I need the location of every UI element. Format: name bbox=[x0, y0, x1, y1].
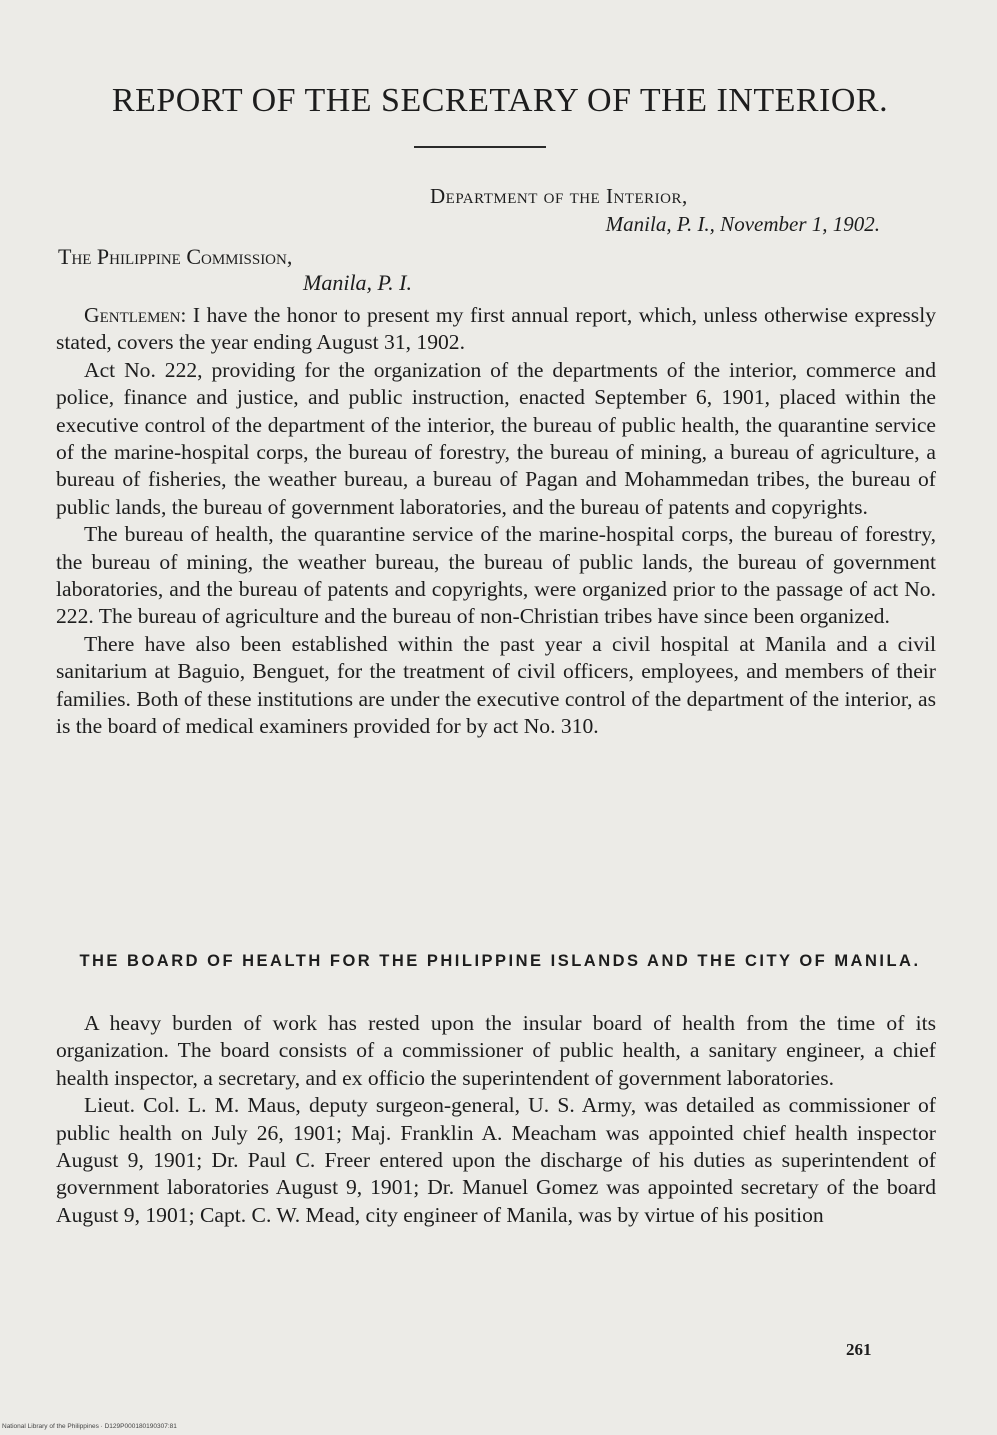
paragraph: The bureau of health, the quarantine service of the marine-hospital corps, the bureau of forestry, the bureau of mining, the weather bureau, the bureau of public lands, the bureau of government laboratories, and the bureau of patents and copyrights, were organized prior to the passage of act No. 222. The bureau of agriculture and the bureau of non-Christian tribes have since been organized. bbox=[56, 522, 936, 629]
paragraph: There have also been established within the past year a civil hospital at Manila and a civil sanitarium at Baguio, Benguet, for the treatment of civil officers, employees, and members of their families. Both of these institutions are under the executive control of the department of the interior, as is the board of medical examiners provided for by act No. 310. bbox=[56, 631, 936, 739]
dateline bbox=[430, 182, 890, 238]
paragraph-text: I have the honor to present my first annual report, which, unless otherwise expressly stated, covers the year ending August 31, 1902. bbox=[56, 303, 936, 355]
report-body bbox=[56, 302, 936, 741]
section-heading: THE BOARD OF HEALTH FOR THE PHILIPPINE ISLANDS AND THE CITY OF MANILA. bbox=[79, 952, 921, 970]
address-block bbox=[58, 244, 558, 296]
dateline-place-date: Manila, P. I., November 1, 1902. bbox=[605, 212, 880, 236]
paragraph: A heavy burden of work has rested upon the insular board of health from the time of its organization. The board consists of a commissioner of public health, a sanitary engineer, a chief health inspector, a secretary, and ex officio the superintendent of government laboratories. bbox=[56, 1011, 936, 1090]
dateline-department: Department of the Interior, bbox=[430, 184, 688, 208]
paragraph: Lieut. Col. L. M. Maus, deputy surgeon-general, U. S. Army, was detailed as commissioner of public health on July 26, 1901; Maj. Franklin A. Meacham was appointed chief health inspector August 9, 1901; Dr. Paul C. Freer entered upon the discharge of his duties as superintendent of government laboratories August 9, 1901; Dr. Manuel Gomez was appointed secretary of the board August 9, 1901; Capt. C. W. Mead, city engineer of Manila, was by virtue of his position bbox=[56, 1093, 936, 1227]
addressee-city: Manila, P. I. bbox=[303, 270, 412, 295]
title-rule bbox=[414, 146, 546, 148]
scan-credit: National Library of the Philippines · D129P000180190307:81 bbox=[2, 1423, 177, 1430]
section-body bbox=[56, 1010, 936, 1229]
paragraph: Act No. 222, providing for the organization of the departments of the interior, commerce and police, finance and justice, and public instruction, enacted September 6, 1901, placed within the executive control of the department of the interior, the bureau of public health, the quarantine service of the marine-hospital corps, the bureau of forestry, the bureau of mining, a bureau of agriculture, a bureau of fisheries, the weather bureau, a bureau of Pagan and Mohammedan tribes, the bureau of public lands, the bureau of government laboratories, and the bureau of patents and copyrights. bbox=[56, 357, 936, 519]
addressee: The Philippine Commission, bbox=[58, 244, 293, 269]
salutation: Gentlemen: bbox=[84, 303, 187, 327]
report-title: REPORT OF THE SECRETARY OF THE INTERIOR. bbox=[111, 82, 889, 119]
page-number: 261 bbox=[846, 1340, 872, 1359]
paragraph-salutation bbox=[56, 302, 936, 357]
